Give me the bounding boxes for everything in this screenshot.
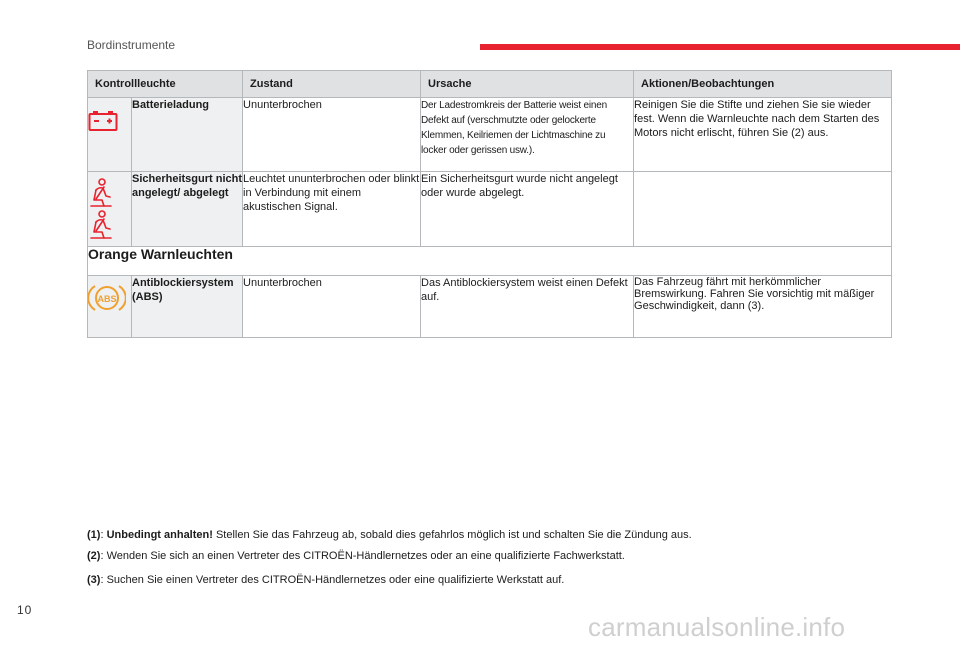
footnote-separator: : [100,529,107,541]
table-header-row [88,71,892,98]
footnote-3 [87,574,564,586]
warning-action: Reinigen Sie die Stifte und ziehen Sie sie wieder fest. Wenn die Warnleuchte nach dem Starten des Motors nicht erlischt, führen Sie (2) aus. [634,98,892,172]
footnote-separator: : [100,574,107,586]
footnote-emphasis: Unbedingt anhalten! [106,529,213,541]
footnote-2 [87,550,625,562]
warning-name: Antiblockiersystem (ABS) [132,276,243,338]
warning-cause: Ein Sicherheitsgurt wurde nicht angelegt oder wurde abgelegt. [421,172,634,247]
warning-cause: Das Antiblockiersystem weist einen Defekt auf. [421,276,634,338]
footnote-text: Stellen Sie das Fahrzeug ab, sobald dies gefahrlos möglich ist und schalten Sie die Zündung aus. [212,529,692,541]
table-row [88,98,892,172]
column-header-kontrollleuchte: Kontrollleuchte [88,71,243,98]
warning-state: Ununterbrochen [243,98,421,172]
column-header-aktionen: Aktionen/Beobachtungen [634,71,892,98]
page-number: 10 [17,603,33,617]
icon-cell [88,276,132,338]
footnote-1 [87,529,692,541]
column-header-zustand: Zustand [243,71,421,98]
icon-cell [88,172,132,247]
footnote-text: Suchen Sie einen Vertreter des CITROËN-Händlernetzes oder eine qualifizierte Werkstatt auf. [106,574,565,586]
section-row [88,247,892,276]
warning-name: Batterieladung [132,98,243,172]
footnote-ref: (2) [87,550,101,562]
footnote-ref: (1) [87,529,101,541]
watermark: carmanualsonline.info [588,612,846,642]
seatbelt-warning-icon [88,178,114,246]
section-title-orange: Orange Warnleuchten [88,247,892,276]
warning-state: Ununterbrochen [243,276,421,338]
warning-lights-table [87,70,892,338]
battery-warning-icon [88,110,118,136]
footnote-separator: : [100,550,107,562]
warning-cause: Der Ladestromkreis der Batterie weist einen Defekt auf (verschmutzte oder gelockerte Klemmen, Keilriemen der Lichtmaschine zu locker oder gerissen usw.). [421,98,634,172]
column-header-ursache: Ursache [421,71,634,98]
warning-action: Das Fahrzeug fährt mit herkömmlicher Bremswirkung. Fahren Sie vorsichtig mit mäßiger Geschwindigkeit, dann (3). [634,276,892,338]
table-row [88,276,892,338]
warning-name: Sicherheitsgurt nicht angelegt/ abgelegt [132,172,243,247]
abs-icon-label: ABS [97,294,117,304]
header-accent-bar [480,44,960,50]
table-row [88,172,892,247]
warning-state: Leuchtet ununterbrochen oder blinkt in Verbindung mit einem akustischen Signal. [243,172,421,247]
icon-cell [88,98,132,172]
page-header-title: Bordinstrumente [87,38,176,52]
footnote-text: Wenden Sie sich an einen Vertreter des CITROËN-Händlernetzes oder an eine qualifizierte Fachwerkstatt. [106,550,625,562]
abs-warning-icon [88,282,126,318]
footnote-ref: (3) [87,574,101,586]
warning-action [634,172,892,247]
